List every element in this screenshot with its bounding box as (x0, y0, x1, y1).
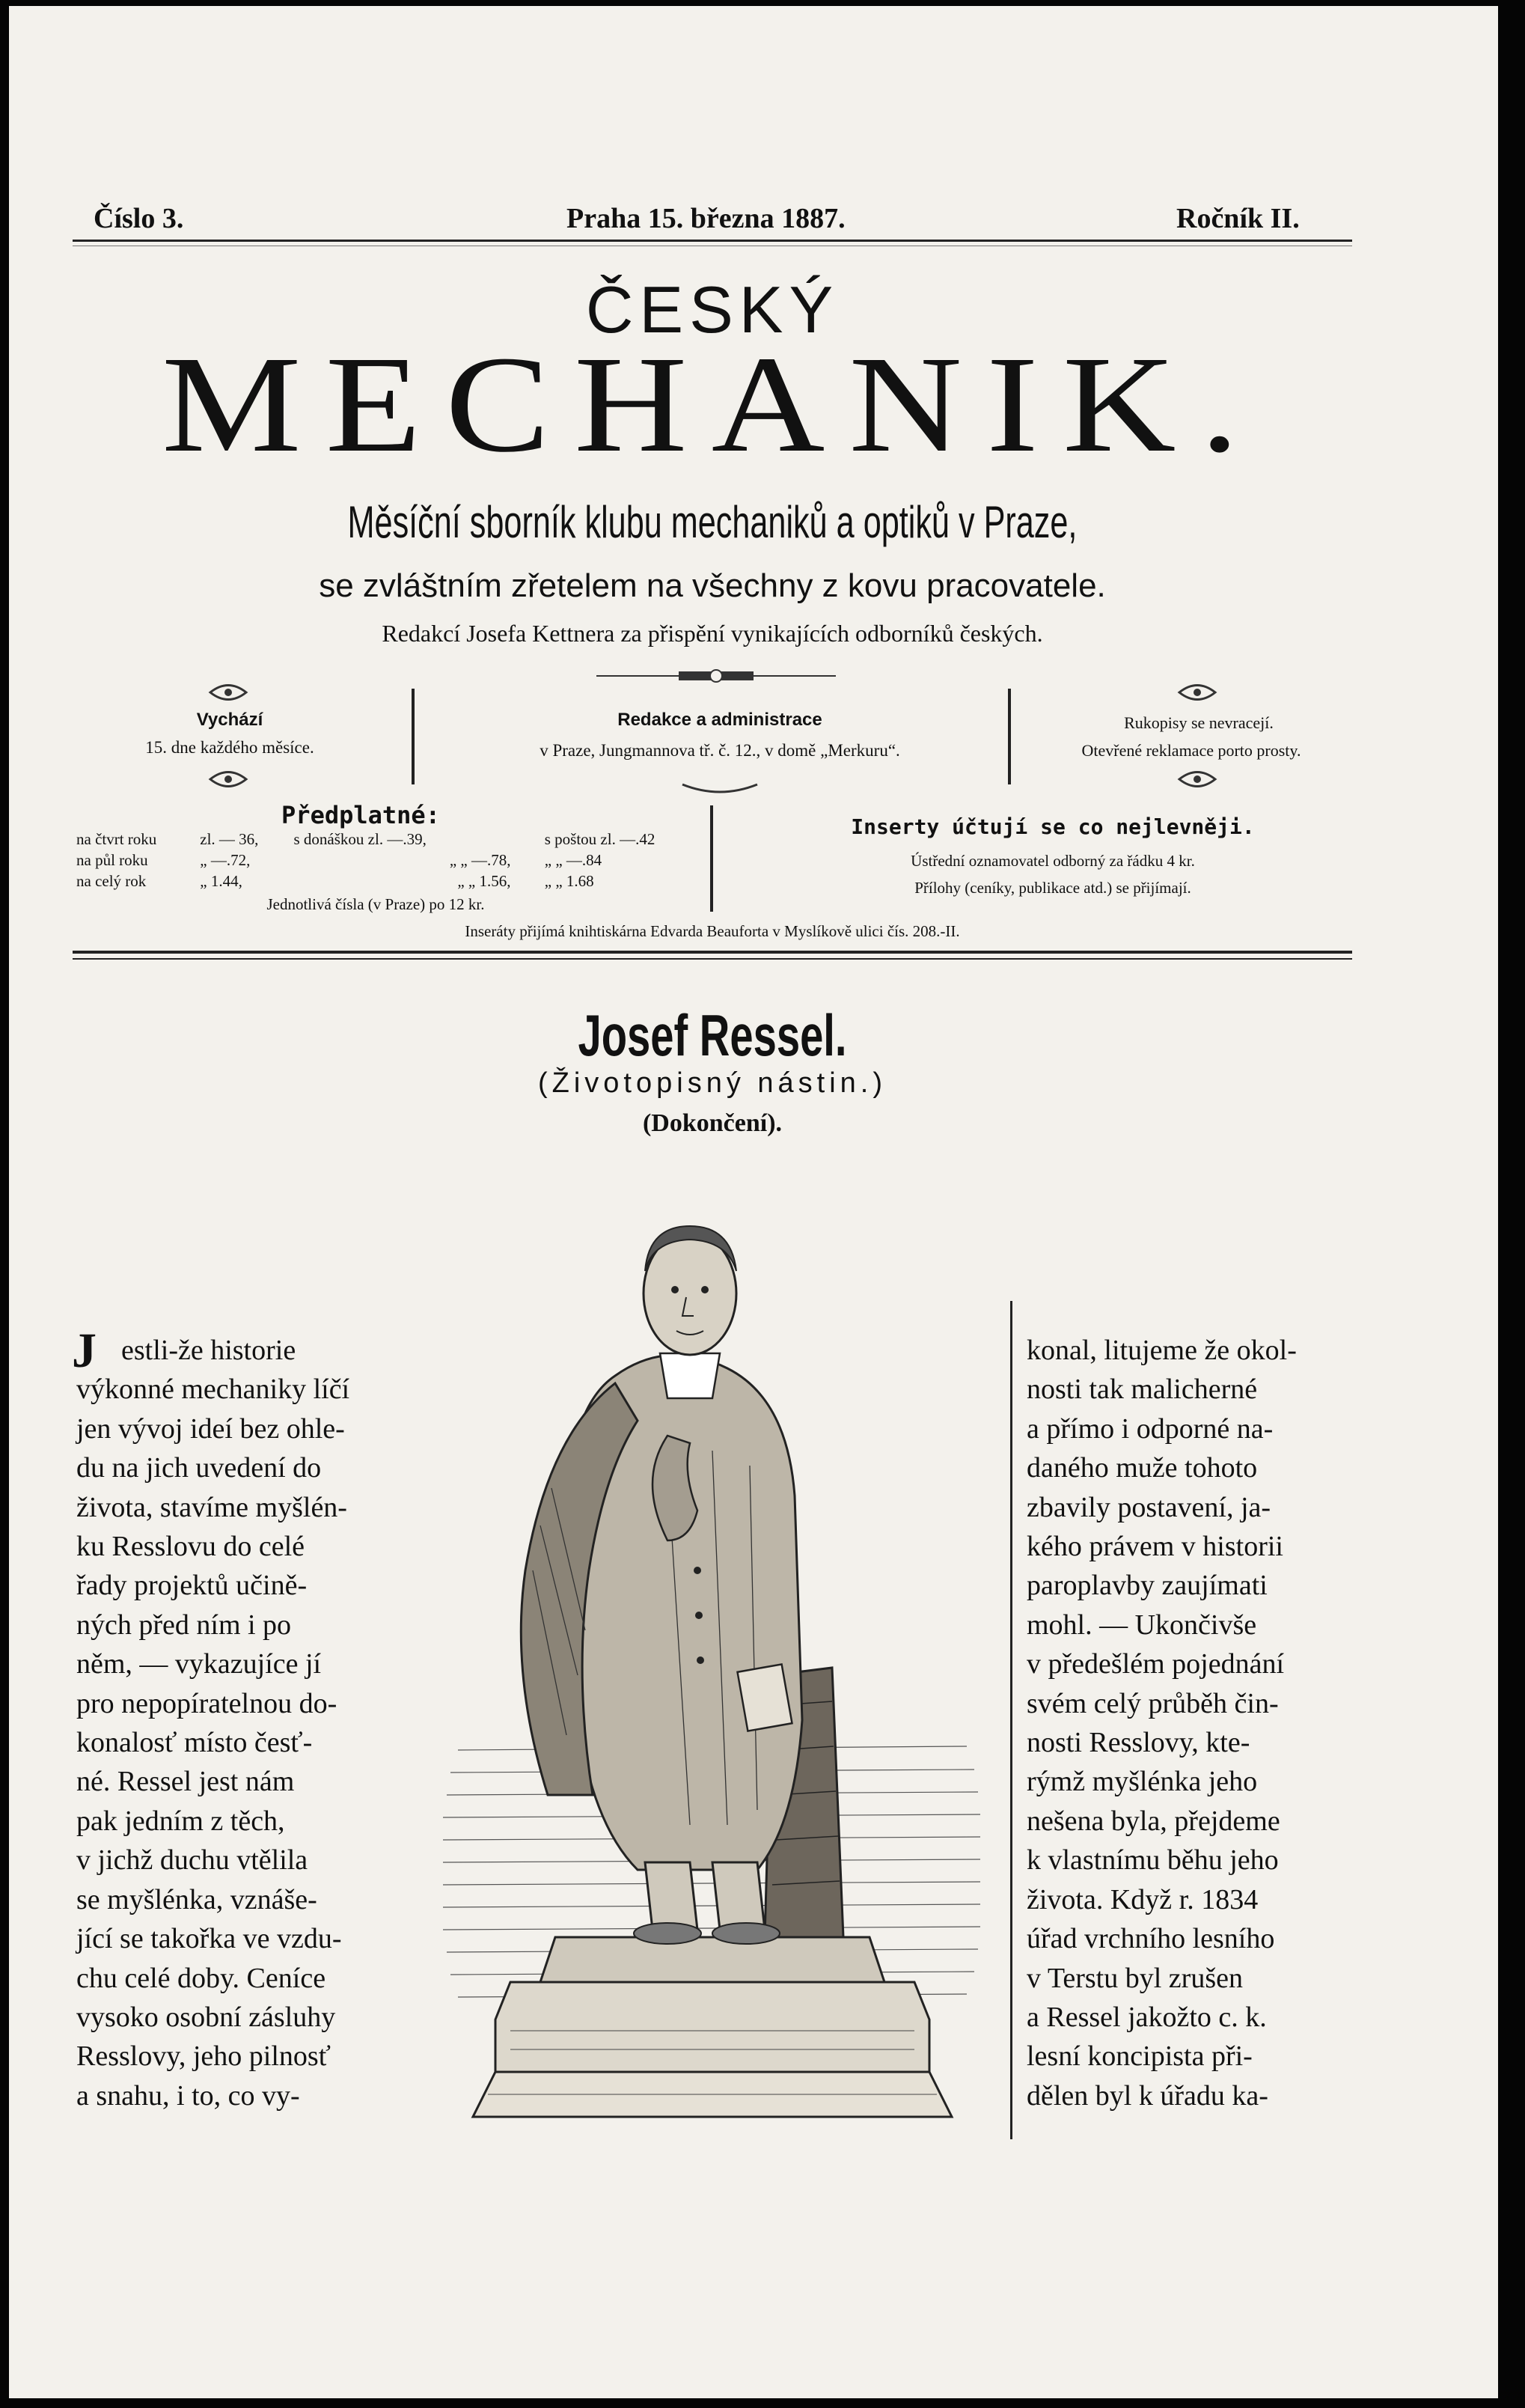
article-line: mohl. — Ukončivše (1027, 1609, 1257, 1641)
subscription-row (76, 872, 735, 891)
info-divider (412, 689, 415, 784)
info-middle-title: Redakce a administrace (617, 710, 822, 730)
article-line: estli-že historie (121, 1335, 296, 1366)
article-line: ných před ním i po (76, 1609, 292, 1641)
statue-illustration (443, 1151, 982, 2154)
article-line: svém celý průběh čin- (1027, 1687, 1279, 1719)
flourish-icon (207, 768, 249, 790)
article-line: lesní koncipista při- (1027, 2040, 1253, 2073)
article-line: pro nepopíratelnou do- (76, 1687, 337, 1719)
article-line: a přímo i odporné na- (1027, 1412, 1274, 1445)
flourish-icon (1176, 681, 1218, 704)
info-divider (1008, 689, 1011, 784)
info-left-text: 15. dne každého měsíce. (145, 738, 314, 757)
masthead-bottom-rule (73, 951, 1352, 954)
subscription-row (76, 830, 735, 849)
article-line: života. Když r. 1834 (1027, 1883, 1259, 1915)
article-line: výkonné mechaniky líčí (76, 1374, 350, 1406)
price-delivery: s donáškou zl. —.39, (293, 830, 427, 848)
ornament-divider (596, 665, 836, 687)
inserts-line2: Přílohy (ceníky, publikace atd.) se přijímají. (914, 879, 1191, 897)
article-line: řady projektů učině- (76, 1570, 308, 1602)
article-line: a snahu, i to, co vy- (76, 2079, 300, 2112)
article-line: vysoko osobní zásluhy (76, 2001, 336, 2033)
article-title: Josef Ressel. (578, 1002, 847, 1068)
subscription-row (76, 851, 735, 870)
price-self: „ —.72, (200, 851, 251, 869)
editor-line: Redakcí Josefa Kettnera za přispění vynikajících odborníků českých. (382, 620, 1043, 647)
masthead-subtitle: Měsíční sborník klubu mechaniků a optiků v Praze, (347, 497, 1078, 547)
title-small: ČESKÝ (585, 272, 840, 347)
article-line: du na jich uvedení do (76, 1452, 322, 1484)
article-line: né. Ressel jest nám (76, 1766, 295, 1798)
period: na čtvrt roku (76, 830, 157, 848)
article-line: Resslovy, jeho pilnosť (76, 2040, 331, 2073)
info-left-title: Vychází (196, 710, 263, 730)
newspaper-page (9, 6, 1498, 2398)
article-note: (Dokončení). (642, 1109, 783, 1137)
article-line: chu celé doby. Ceníce (76, 1962, 326, 1994)
article-line: zbavily postavení, ja- (1027, 1491, 1271, 1523)
article-line: a Ressel jakožto c. k. (1027, 2001, 1267, 2033)
info-middle-text: v Praze, Jungmannova tř. č. 12., v domě „Merkuru“. (540, 741, 900, 760)
article-line: ku Resslovu do celé (76, 1531, 305, 1563)
column-divider (1010, 1301, 1012, 2139)
price-self: zl. — 36, (200, 830, 259, 848)
article-line: něm, — vykazujíce jí (76, 1648, 322, 1680)
article-line: daného muže tohoto (1027, 1452, 1258, 1484)
flourish-icon (1176, 768, 1218, 790)
insert-acceptance: Inseráty přijímá knihtiskárna Edvarda Beauforta v Myslíkově ulici čís. 208.-II. (465, 922, 960, 940)
article-column-right (1027, 1331, 1348, 2115)
article-line: života, stavíme myšlén- (76, 1491, 347, 1523)
article-line: paroplavby zaujímati (1027, 1570, 1268, 1602)
issue-number: Číslo 3. (94, 203, 184, 234)
article-line: rýmž myšlénka jeho (1027, 1766, 1258, 1798)
period: na půl roku (76, 851, 148, 869)
article-line: jen vývoj ideí bez ohle- (76, 1412, 345, 1445)
drop-cap: J (72, 1323, 97, 1378)
article-line: jící se takořka ve vzdu- (76, 1923, 342, 1955)
volume: Ročník II. (1176, 203, 1300, 234)
masthead-bottom-rule-2 (73, 958, 1352, 960)
price-delivery: „ „ —.78, (449, 851, 511, 869)
issue-date: Praha 15. března 1887. (566, 203, 846, 234)
article-line: v předešlém pojednání (1027, 1648, 1285, 1680)
price-self: „ 1.44, (200, 872, 242, 890)
article-line: se myšlénka, vznáše- (76, 1883, 317, 1915)
article-line: v Terstu byl zrušen (1027, 1962, 1243, 1994)
info-right-line2: Otevřené reklamace porto prosty. (1081, 741, 1301, 760)
subscription-title: Předplatné: (281, 801, 440, 829)
article-column-left (72, 1323, 398, 2115)
article-line: konalosť místo česť- (76, 1727, 313, 1759)
header-rule (73, 240, 1352, 242)
article-line: úřad vrchního lesního (1027, 1923, 1275, 1955)
inserts-line1: Ústřední oznamovatel odborný za řádku 4 kr. (911, 852, 1195, 870)
title-big: MECHANIK. (161, 328, 1264, 481)
article-line: k vlastnímu běhu jeho (1027, 1844, 1279, 1877)
masthead-tagline: se zvláštním zřetelem na všechny z kovu pracovatele. (319, 567, 1106, 604)
period: na celý rok (76, 872, 147, 890)
price-post: s poštou zl. —.42 (544, 830, 655, 848)
price-post: „ „ 1.68 (544, 872, 594, 890)
article-line: konal, litujeme že okol- (1027, 1335, 1297, 1366)
price-delivery: „ „ 1.56, (457, 872, 511, 890)
info-right-line1: Rukopisy se nevracejí. (1124, 713, 1274, 732)
article-subtitle: (Životopisný nástin.) (537, 1067, 887, 1099)
article-line: dělen byl k úřadu ka- (1027, 2079, 1268, 2112)
article-line: nosti Resslovy, kte- (1027, 1727, 1250, 1759)
price-post: „ „ —.84 (544, 851, 602, 869)
article-line: nešena byla, přejdeme (1027, 1805, 1280, 1837)
flourish-icon (679, 778, 761, 798)
article-line: kého právem v historii (1027, 1531, 1283, 1563)
flourish-icon (207, 681, 249, 704)
subscription-divider (710, 805, 713, 912)
article-line: pak jedním z těch, (76, 1805, 285, 1837)
article-line: v jichž duchu vtělila (76, 1844, 308, 1877)
inserts-title: Inserty účtují se co nejlevněji. (851, 814, 1255, 839)
single-issue-price: Jednotlivá čísla (v Praze) po 12 kr. (266, 895, 485, 913)
article-line: nosti tak malicherné (1027, 1374, 1258, 1406)
